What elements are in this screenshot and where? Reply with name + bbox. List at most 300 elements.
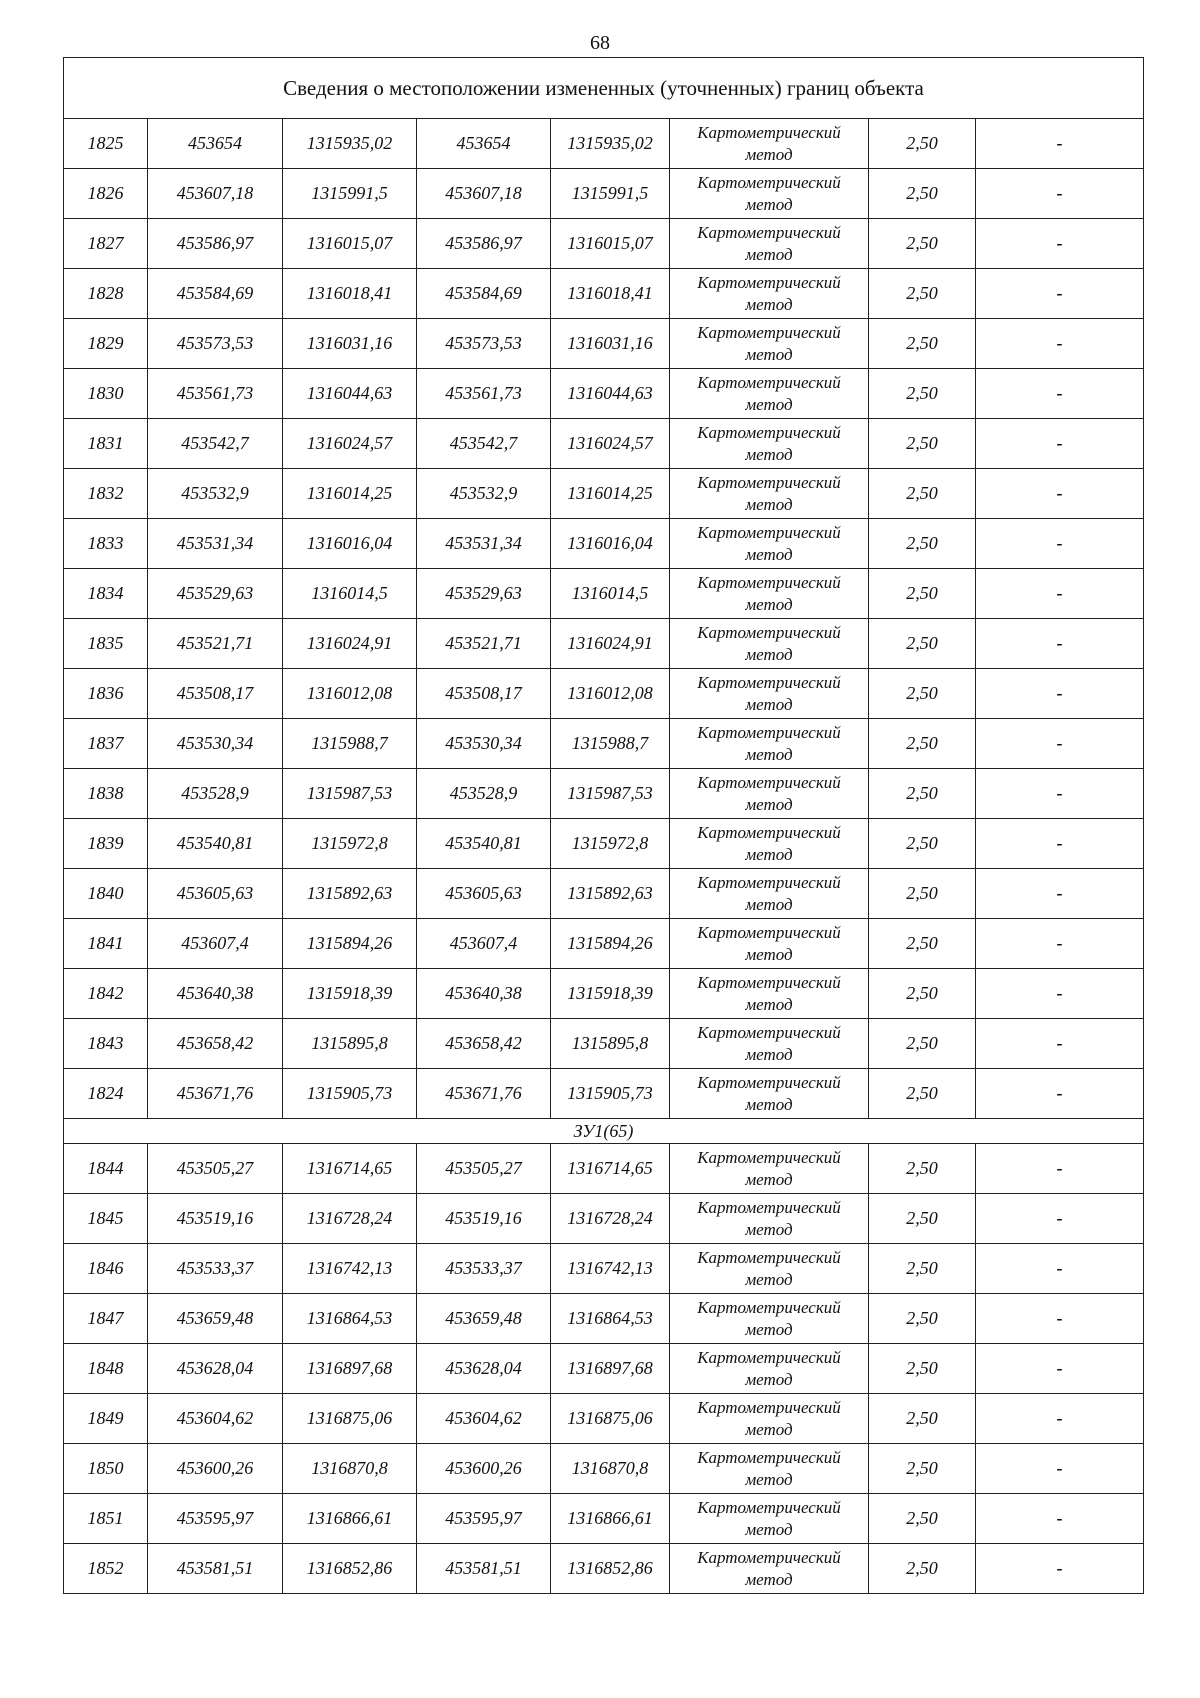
table-row <box>64 1194 1144 1244</box>
method-cell <box>670 1394 869 1444</box>
table-row <box>64 819 1144 869</box>
y-new-cell: 1315991,5 <box>551 169 670 219</box>
point-number-cell: 1832 <box>64 469 148 519</box>
method-line2: метод <box>745 394 793 414</box>
method-line1: Картометрический <box>697 572 841 592</box>
point-number-cell: 1841 <box>64 919 148 969</box>
description-cell: - <box>976 169 1144 219</box>
y-old-cell: 1315987,53 <box>283 769 417 819</box>
x-old-cell: 453605,63 <box>148 869 283 919</box>
x-old-cell: 453542,7 <box>148 419 283 469</box>
method-line1: Картометрический <box>697 1547 841 1567</box>
method-line1: Картометрический <box>697 122 841 142</box>
description-cell: - <box>976 819 1144 869</box>
y-old-cell: 1315935,02 <box>283 119 417 169</box>
method-line1: Картометрический <box>697 1247 841 1267</box>
method-cell <box>670 419 869 469</box>
x-new-cell: 453607,18 <box>417 169 551 219</box>
table-row <box>64 869 1144 919</box>
accuracy-cell: 2,50 <box>869 1294 976 1344</box>
method-line2: метод <box>745 594 793 614</box>
method-line2: метод <box>745 544 793 564</box>
group-header-row <box>64 1119 1144 1144</box>
description-cell: - <box>976 869 1144 919</box>
accuracy-cell: 2,50 <box>869 769 976 819</box>
description-cell: - <box>976 369 1144 419</box>
method-line1: Картометрический <box>697 772 841 792</box>
method-cell <box>670 969 869 1019</box>
accuracy-cell: 2,50 <box>869 869 976 919</box>
x-new-cell: 453508,17 <box>417 669 551 719</box>
y-old-cell: 1315991,5 <box>283 169 417 219</box>
y-new-cell: 1316016,04 <box>551 519 670 569</box>
y-new-cell: 1316870,8 <box>551 1444 670 1494</box>
x-new-cell: 453628,04 <box>417 1344 551 1394</box>
y-new-cell: 1315892,63 <box>551 869 670 919</box>
method-line2: метод <box>745 1369 793 1389</box>
y-old-cell: 1316044,63 <box>283 369 417 419</box>
accuracy-cell: 2,50 <box>869 219 976 269</box>
method-cell <box>670 819 869 869</box>
y-old-cell: 1316014,5 <box>283 569 417 619</box>
table-row <box>64 1144 1144 1194</box>
y-old-cell: 1316031,16 <box>283 319 417 369</box>
accuracy-cell: 2,50 <box>869 319 976 369</box>
x-old-cell: 453628,04 <box>148 1344 283 1394</box>
table-row <box>64 669 1144 719</box>
y-new-cell: 1316018,41 <box>551 269 670 319</box>
point-number-cell: 1831 <box>64 419 148 469</box>
x-old-cell: 453573,53 <box>148 319 283 369</box>
point-number-cell: 1838 <box>64 769 148 819</box>
method-line2: метод <box>745 294 793 314</box>
table-title: Сведения о местоположении измененных (уточненных) границ объекта <box>64 58 1144 119</box>
point-number-cell: 1828 <box>64 269 148 319</box>
method-cell <box>670 1069 869 1119</box>
method-cell <box>670 1344 869 1394</box>
method-line2: метод <box>745 244 793 264</box>
method-line1: Картометрический <box>697 422 841 442</box>
point-number-cell: 1843 <box>64 1019 148 1069</box>
point-number-cell: 1849 <box>64 1394 148 1444</box>
x-old-cell: 453584,69 <box>148 269 283 319</box>
accuracy-cell: 2,50 <box>869 819 976 869</box>
method-line2: метод <box>745 844 793 864</box>
y-old-cell: 1316728,24 <box>283 1194 417 1244</box>
y-new-cell: 1316014,25 <box>551 469 670 519</box>
method-line2: метод <box>745 1319 793 1339</box>
method-cell <box>670 1144 869 1194</box>
y-old-cell: 1315972,8 <box>283 819 417 869</box>
y-old-cell: 1316024,91 <box>283 619 417 669</box>
table-row <box>64 469 1144 519</box>
method-cell <box>670 1494 869 1544</box>
x-new-cell: 453584,69 <box>417 269 551 319</box>
y-new-cell: 1316044,63 <box>551 369 670 419</box>
point-number-cell: 1827 <box>64 219 148 269</box>
x-old-cell: 453600,26 <box>148 1444 283 1494</box>
x-old-cell: 453529,63 <box>148 569 283 619</box>
y-old-cell: 1316852,86 <box>283 1544 417 1594</box>
method-line1: Картометрический <box>697 1497 841 1517</box>
accuracy-cell: 2,50 <box>869 1394 976 1444</box>
description-cell: - <box>976 1294 1144 1344</box>
method-line1: Картометрический <box>697 1397 841 1417</box>
x-old-cell: 453607,18 <box>148 169 283 219</box>
method-line2: метод <box>745 744 793 764</box>
y-old-cell: 1316864,53 <box>283 1294 417 1344</box>
y-new-cell: 1315987,53 <box>551 769 670 819</box>
point-number-cell: 1842 <box>64 969 148 1019</box>
x-old-cell: 453521,71 <box>148 619 283 669</box>
point-number-cell: 1824 <box>64 1069 148 1119</box>
x-old-cell: 453586,97 <box>148 219 283 269</box>
x-new-cell: 453561,73 <box>417 369 551 419</box>
y-old-cell: 1315894,26 <box>283 919 417 969</box>
description-cell: - <box>976 1069 1144 1119</box>
x-new-cell: 453607,4 <box>417 919 551 969</box>
method-line1: Картометрический <box>697 1447 841 1467</box>
point-number-cell: 1835 <box>64 619 148 669</box>
method-line2: метод <box>745 344 793 364</box>
x-old-cell: 453508,17 <box>148 669 283 719</box>
x-old-cell: 453659,48 <box>148 1294 283 1344</box>
table-row <box>64 1394 1144 1444</box>
point-number-cell: 1840 <box>64 869 148 919</box>
method-line1: Картометрический <box>697 1072 841 1092</box>
description-cell: - <box>976 1194 1144 1244</box>
x-new-cell: 453519,16 <box>417 1194 551 1244</box>
description-cell: - <box>976 319 1144 369</box>
table-row <box>64 1244 1144 1294</box>
y-old-cell: 1316015,07 <box>283 219 417 269</box>
accuracy-cell: 2,50 <box>869 1544 976 1594</box>
description-cell: - <box>976 1344 1144 1394</box>
accuracy-cell: 2,50 <box>869 1019 976 1069</box>
method-cell <box>670 1244 869 1294</box>
x-new-cell: 453605,63 <box>417 869 551 919</box>
boundary-coordinates-table <box>63 57 1144 1594</box>
x-new-cell: 453604,62 <box>417 1394 551 1444</box>
method-cell <box>670 569 869 619</box>
point-number-cell: 1836 <box>64 669 148 719</box>
method-line2: метод <box>745 1094 793 1114</box>
x-new-cell: 453542,7 <box>417 419 551 469</box>
x-old-cell: 453604,62 <box>148 1394 283 1444</box>
y-old-cell: 1316742,13 <box>283 1244 417 1294</box>
method-cell <box>670 169 869 219</box>
method-line1: Картометрический <box>697 272 841 292</box>
method-line2: метод <box>745 194 793 214</box>
accuracy-cell: 2,50 <box>869 519 976 569</box>
description-cell: - <box>976 269 1144 319</box>
x-old-cell: 453531,34 <box>148 519 283 569</box>
method-cell <box>670 1544 869 1594</box>
table-row <box>64 969 1144 1019</box>
accuracy-cell: 2,50 <box>869 1144 976 1194</box>
accuracy-cell: 2,50 <box>869 1494 976 1544</box>
point-number-cell: 1829 <box>64 319 148 369</box>
point-number-cell: 1845 <box>64 1194 148 1244</box>
description-cell: - <box>976 219 1144 269</box>
x-old-cell: 453528,9 <box>148 769 283 819</box>
table-row <box>64 369 1144 419</box>
table-row <box>64 919 1144 969</box>
accuracy-cell: 2,50 <box>869 619 976 669</box>
point-number-cell: 1852 <box>64 1544 148 1594</box>
description-cell: - <box>976 1444 1144 1494</box>
y-old-cell: 1316016,04 <box>283 519 417 569</box>
y-new-cell: 1316014,5 <box>551 569 670 619</box>
x-new-cell: 453659,48 <box>417 1294 551 1344</box>
y-new-cell: 1315905,73 <box>551 1069 670 1119</box>
point-number-cell: 1848 <box>64 1344 148 1394</box>
table-row <box>64 1294 1144 1344</box>
method-line1: Картометрический <box>697 622 841 642</box>
accuracy-cell: 2,50 <box>869 669 976 719</box>
table-row <box>64 1494 1144 1544</box>
table-row <box>64 519 1144 569</box>
method-line1: Картометрический <box>697 472 841 492</box>
x-new-cell: 453595,97 <box>417 1494 551 1544</box>
table-row <box>64 169 1144 219</box>
method-line1: Картометрический <box>697 372 841 392</box>
method-cell <box>670 269 869 319</box>
point-number-cell: 1844 <box>64 1144 148 1194</box>
method-line2: метод <box>745 1269 793 1289</box>
description-cell: - <box>976 1244 1144 1294</box>
x-old-cell: 453607,4 <box>148 919 283 969</box>
y-old-cell: 1316714,65 <box>283 1144 417 1194</box>
description-cell: - <box>976 669 1144 719</box>
table-row <box>64 1544 1144 1594</box>
description-cell: - <box>976 569 1144 619</box>
method-line2: метод <box>745 644 793 664</box>
method-line1: Картометрический <box>697 922 841 942</box>
method-line2: метод <box>745 1219 793 1239</box>
table-row <box>64 1344 1144 1394</box>
y-new-cell: 1316012,08 <box>551 669 670 719</box>
description-cell: - <box>976 419 1144 469</box>
table-row <box>64 1019 1144 1069</box>
x-new-cell: 453528,9 <box>417 769 551 819</box>
y-old-cell: 1315892,63 <box>283 869 417 919</box>
x-old-cell: 453654 <box>148 119 283 169</box>
x-new-cell: 453530,34 <box>417 719 551 769</box>
method-line1: Картометрический <box>697 1347 841 1367</box>
y-new-cell: 1315988,7 <box>551 719 670 769</box>
x-old-cell: 453530,34 <box>148 719 283 769</box>
method-line2: метод <box>745 1469 793 1489</box>
accuracy-cell: 2,50 <box>869 569 976 619</box>
point-number-cell: 1837 <box>64 719 148 769</box>
description-cell: - <box>976 619 1144 669</box>
table-row <box>64 569 1144 619</box>
point-number-cell: 1826 <box>64 169 148 219</box>
table-row <box>64 119 1144 169</box>
x-old-cell: 453532,9 <box>148 469 283 519</box>
accuracy-cell: 2,50 <box>869 269 976 319</box>
method-cell <box>670 369 869 419</box>
y-old-cell: 1316866,61 <box>283 1494 417 1544</box>
description-cell: - <box>976 1394 1144 1444</box>
x-new-cell: 453586,97 <box>417 219 551 269</box>
method-line2: метод <box>745 894 793 914</box>
x-old-cell: 453540,81 <box>148 819 283 869</box>
table-row <box>64 769 1144 819</box>
method-line2: метод <box>745 144 793 164</box>
point-number-cell: 1834 <box>64 569 148 619</box>
method-line2: метод <box>745 944 793 964</box>
y-old-cell: 1315895,8 <box>283 1019 417 1069</box>
point-number-cell: 1833 <box>64 519 148 569</box>
method-cell <box>670 619 869 669</box>
table-row <box>64 719 1144 769</box>
x-old-cell: 453640,38 <box>148 969 283 1019</box>
method-line2: метод <box>745 694 793 714</box>
x-old-cell: 453505,27 <box>148 1144 283 1194</box>
method-line1: Картометрический <box>697 1022 841 1042</box>
y-new-cell: 1315935,02 <box>551 119 670 169</box>
table-row <box>64 1444 1144 1494</box>
x-new-cell: 453529,63 <box>417 569 551 619</box>
accuracy-cell: 2,50 <box>869 1194 976 1244</box>
method-line2: метод <box>745 794 793 814</box>
x-new-cell: 453658,42 <box>417 1019 551 1069</box>
description-cell: - <box>976 469 1144 519</box>
accuracy-cell: 2,50 <box>869 369 976 419</box>
description-cell: - <box>976 1544 1144 1594</box>
table-row <box>64 1069 1144 1119</box>
y-old-cell: 1316014,25 <box>283 469 417 519</box>
method-line2: метод <box>745 1169 793 1189</box>
method-line1: Картометрический <box>697 222 841 242</box>
method-cell <box>670 869 869 919</box>
y-old-cell: 1316875,06 <box>283 1394 417 1444</box>
x-new-cell: 453581,51 <box>417 1544 551 1594</box>
y-new-cell: 1316864,53 <box>551 1294 670 1344</box>
description-cell: - <box>976 1019 1144 1069</box>
point-number-cell: 1850 <box>64 1444 148 1494</box>
point-number-cell: 1847 <box>64 1294 148 1344</box>
y-new-cell: 1315918,39 <box>551 969 670 1019</box>
y-old-cell: 1316897,68 <box>283 1344 417 1394</box>
method-line1: Картометрический <box>697 1147 841 1167</box>
x-old-cell: 453533,37 <box>148 1244 283 1294</box>
table-title-row <box>64 58 1144 119</box>
accuracy-cell: 2,50 <box>869 1244 976 1294</box>
point-number-cell: 1830 <box>64 369 148 419</box>
x-new-cell: 453671,76 <box>417 1069 551 1119</box>
method-line1: Картометрический <box>697 322 841 342</box>
y-new-cell: 1316728,24 <box>551 1194 670 1244</box>
y-old-cell: 1316870,8 <box>283 1444 417 1494</box>
x-new-cell: 453640,38 <box>417 969 551 1019</box>
method-line2: метод <box>745 1569 793 1589</box>
y-new-cell: 1316031,16 <box>551 319 670 369</box>
method-line1: Картометрический <box>697 1297 841 1317</box>
method-cell <box>670 219 869 269</box>
accuracy-cell: 2,50 <box>869 919 976 969</box>
method-cell <box>670 1444 869 1494</box>
y-new-cell: 1316024,57 <box>551 419 670 469</box>
x-new-cell: 453505,27 <box>417 1144 551 1194</box>
method-cell <box>670 769 869 819</box>
description-cell: - <box>976 119 1144 169</box>
method-line2: метод <box>745 1519 793 1539</box>
method-cell <box>670 719 869 769</box>
x-new-cell: 453531,34 <box>417 519 551 569</box>
description-cell: - <box>976 719 1144 769</box>
method-cell <box>670 1019 869 1069</box>
table-row <box>64 219 1144 269</box>
x-new-cell: 453532,9 <box>417 469 551 519</box>
accuracy-cell: 2,50 <box>869 1069 976 1119</box>
method-cell <box>670 919 869 969</box>
method-line1: Картометрический <box>697 722 841 742</box>
method-line1: Картометрический <box>697 522 841 542</box>
x-new-cell: 453600,26 <box>417 1444 551 1494</box>
method-line2: метод <box>745 494 793 514</box>
y-old-cell: 1315905,73 <box>283 1069 417 1119</box>
description-cell: - <box>976 519 1144 569</box>
x-new-cell: 453521,71 <box>417 619 551 669</box>
x-new-cell: 453654 <box>417 119 551 169</box>
x-old-cell: 453519,16 <box>148 1194 283 1244</box>
method-cell <box>670 519 869 569</box>
accuracy-cell: 2,50 <box>869 419 976 469</box>
y-new-cell: 1316852,86 <box>551 1544 670 1594</box>
accuracy-cell: 2,50 <box>869 719 976 769</box>
table-row <box>64 619 1144 669</box>
y-new-cell: 1316897,68 <box>551 1344 670 1394</box>
method-line1: Картометрический <box>697 972 841 992</box>
boundary-table-container <box>63 57 1143 1594</box>
accuracy-cell: 2,50 <box>869 1444 976 1494</box>
x-old-cell: 453561,73 <box>148 369 283 419</box>
description-cell: - <box>976 769 1144 819</box>
table-row <box>64 319 1144 369</box>
method-line1: Картометрический <box>697 1197 841 1217</box>
x-old-cell: 453595,97 <box>148 1494 283 1544</box>
y-old-cell: 1316024,57 <box>283 419 417 469</box>
y-new-cell: 1316714,65 <box>551 1144 670 1194</box>
method-cell <box>670 669 869 719</box>
method-cell <box>670 469 869 519</box>
table-row <box>64 269 1144 319</box>
accuracy-cell: 2,50 <box>869 469 976 519</box>
y-new-cell: 1315972,8 <box>551 819 670 869</box>
point-number-cell: 1825 <box>64 119 148 169</box>
group-label: ЗУ1(65) <box>64 1119 1144 1144</box>
y-old-cell: 1315988,7 <box>283 719 417 769</box>
y-new-cell: 1316742,13 <box>551 1244 670 1294</box>
accuracy-cell: 2,50 <box>869 1344 976 1394</box>
y-new-cell: 1315894,26 <box>551 919 670 969</box>
table-row <box>64 419 1144 469</box>
x-old-cell: 453658,42 <box>148 1019 283 1069</box>
y-new-cell: 1316875,06 <box>551 1394 670 1444</box>
x-old-cell: 453581,51 <box>148 1544 283 1594</box>
point-number-cell: 1846 <box>64 1244 148 1294</box>
method-line2: метод <box>745 994 793 1014</box>
x-old-cell: 453671,76 <box>148 1069 283 1119</box>
accuracy-cell: 2,50 <box>869 169 976 219</box>
y-old-cell: 1315918,39 <box>283 969 417 1019</box>
point-number-cell: 1839 <box>64 819 148 869</box>
method-line1: Картометрический <box>697 672 841 692</box>
x-new-cell: 453540,81 <box>417 819 551 869</box>
